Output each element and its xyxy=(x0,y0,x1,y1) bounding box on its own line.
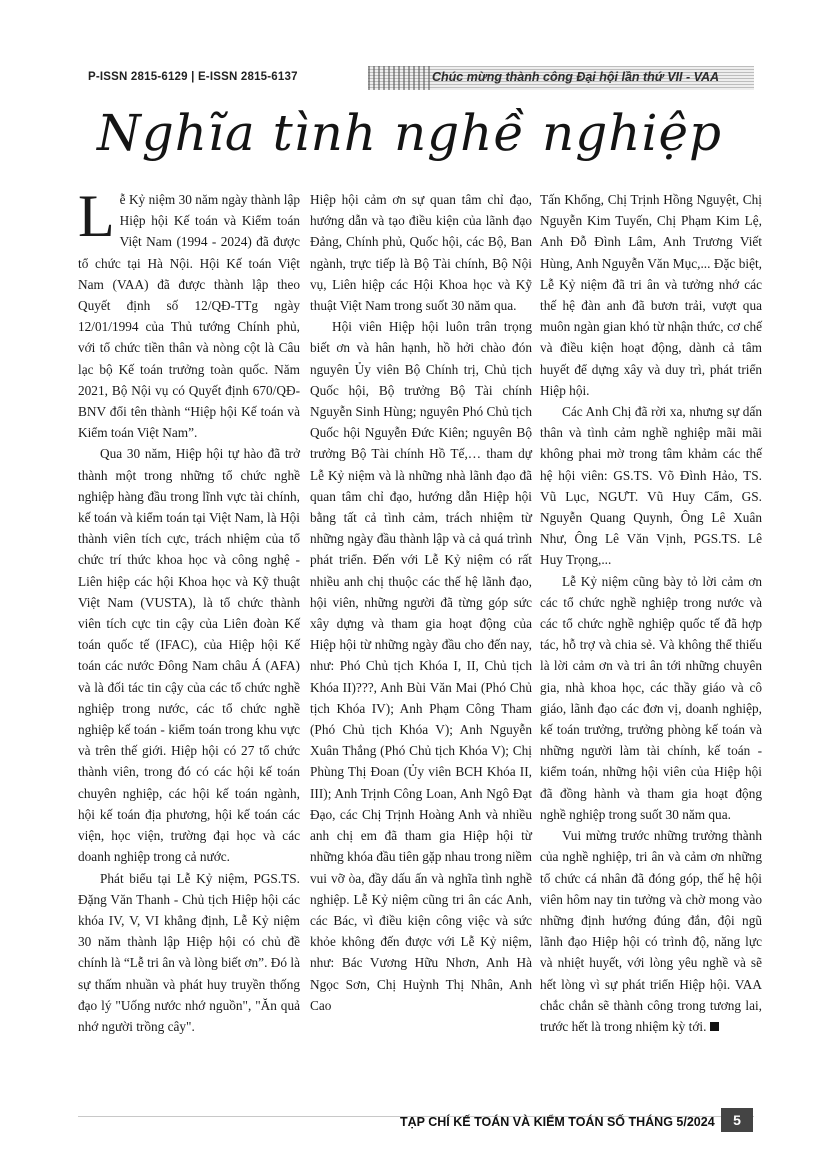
article-column-3 xyxy=(540,189,762,1037)
article-paragraph xyxy=(78,183,300,443)
article-column-1 xyxy=(78,183,300,1037)
article-paragraph: Tấn Khổng, Chị Trịnh Hồng Nguyệt, Chị Nguyễn Kim Tuyến, Chị Phạm Kim Lệ, Anh Đỗ Đình Lâm, Anh Trương Viết Hùng, Anh Nguyễn Văn Mục,... Đặc biệt, Lễ Kỷ niệm đã tri ân và tưởng nhớ các thế hệ đàn anh đã bươn trải, vượt qua muôn ngàn gian khó từ nhận thức, cơ chế và điều kiện hoạt động, dành cả tâm huyết để dựng xây và duy trì, phát triển Hiệp hội. xyxy=(540,192,762,398)
drop-cap: L xyxy=(78,183,115,249)
article-paragraph: Hội viên Hiệp hội luôn trân trọng biết ơn và hân hạnh, hồ hởi chào đón nguyên Ủy viên Bộ Chính trị, Chủ tịch Quốc hội, Bộ trưởng Bộ Tài chính Nguyễn Sinh Hùng; nguyên Phó Chủ tịch Quốc hội Nguyễn Đức Kiên; nguyên Bộ trưởng Bộ Tài chính Hồ Tế,… tham dự Lễ Kỷ niệm và là những nhà lãnh đạo đã quan tâm chỉ đạo, hướng dẫn Hiệp hội bằng tất cả tình cảm, trách nhiệm từ những ngày đầu thành lập và cả quá trình phát triển. Đến với Lễ Kỷ niệm có rất nhiều anh chị thuộc các thế hệ lãnh đạo, hội viên, những người đã từng góp sức xây dựng và tham gia hoạt động của Hiệp hội từ những ngày đầu cho đến nay, như: Phó Chủ tịch Khóa I, II, Chủ tịch Khóa II)???, Anh Bùi Văn Mai (Phó Chủ tịch Khóa IV); Anh Phạm Công Tham (Phó Chủ tịch Khóa V); Anh Nguyễn Xuân Thắng (Phó Chủ tịch Khóa V); Chị Phùng Thị Đoan (Ủy viên BCH Khóa II, III); Anh Trịnh Công Loan, Anh Ngô Đạt Đạo, các Chị Trịnh Hoàng Anh và nhiều anh chị em đã tham gia Hiệp hội từ những khóa đầu tiên gặp nhau trong niềm vui vỡ òa, đầy dấu ấn và nghĩa tình nghề nghiệp. Lễ Kỷ niệm cũng tri ân các Anh, các Bác, vì điều kiện công việc và sức khỏe không đến được với Lễ Kỷ niệm, như: Bác Vương Hữu Nhơn, Anh Hà Ngọc Sơn, Chị Huỳnh Thị Nhân, Anh Cao xyxy=(310,319,532,1013)
paragraph-text: Vui mừng trước những trưởng thành của nghề nghiệp, tri ân và cảm ơn những tổ chức cá nhân đã đóng góp, thế hệ hội viên hôm nay tin tưởng và chờ mong vào những định hướng đúng đắn, đội ngũ lãnh đạo Hiệp hội có trình độ, năng lực và nhiệt huyết, với lòng yêu nghề và sẽ hết lòng vì sự phát triển Hiệp hội. VAA chắc chắn sẽ thành công trong tương lai, trước hết là trong nhiệm kỳ tới. xyxy=(540,828,762,1034)
article-paragraph: Lễ Kỷ niệm cũng bày tỏ lời cảm ơn các tổ chức nghề nghiệp trong nước và các tổ chức nghề nghiệp quốc tế đã hợp tác, hỗ trợ và chia sẻ. Và không thể thiếu là lời cảm ơn và tri ân tới những chuyên gia, nhà khoa học, các thầy giáo và cô giáo, lãnh đạo các đơn vị, doanh nghiệp, kế toán trưởng, trưởng phòng kế toán và những người làm tài chính, kế toán - kiểm toán, những hội viên của Hiệp hội đã đồng hành và tham gia hoạt động nghề nghiệp trong suốt 30 năm qua. xyxy=(540,573,762,822)
end-of-article-mark xyxy=(710,1022,719,1031)
article-paragraph xyxy=(540,825,762,1037)
article-paragraph: Qua 30 năm, Hiệp hội tự hào đã trở thành một trong những tổ chức nghề nghiệp hàng đầu trong lĩnh vực tài chính, kế toán và kiểm toán tại Việt Nam, là Hội thành viên tích cực, trách nhiệm của tổ chức trí thức khoa học và công nghệ - Liên hiệp các hội Khoa học và Kỹ thuật Việt Nam (VUSTA), là tổ chức thành viên tích cực tin cậy của Liên đoàn Kế toán quốc tế (IFAC), của Hiệp hội Kế toán các nước Đông Nam châu Á (AFA) và là đối tác tin cậy của các tổ chức nghề nghiệp trong nước, các tổ chức nghề nghiệp kế toán - kiểm toán trong khu vực và trên thế giới. Hiệp hội có 27 tổ chức thành viên, trong đó có các hội kế toán chuyên nghiệp, các hội kế toán ngành, hội kế toán địa phương, hội kế toán các viện, học viện, trường đại học và các doanh nghiệp trong cả nước. xyxy=(78,446,300,865)
article-paragraph: Phát biểu tại Lễ Kỷ niệm, PGS.TS. Đặng Văn Thanh - Chủ tịch Hiệp hội các khóa IV, V, VI khẳng định, Lễ Kỷ niệm 30 năm thành lập Hiệp hội có chủ đề chính là “Lễ tri ân và lòng biết ơn”. Đó là sự thấm nhuần và phát huy truyền thống đạo lý "Uống nước nhớ nguồn", "Ăn quả nhớ người trồng cây". xyxy=(78,870,300,1034)
header-stripes-decoration xyxy=(368,66,430,90)
article-paragraph: Hiệp hội cảm ơn sự quan tâm chỉ đạo, hướng dẫn và tạo điều kiện của lãnh đạo Đảng, Chính phủ, Quốc hội, các Bộ, Ban ngành, trực tiếp là Bộ Tài chính, Bộ Nội vụ, Liên hiệp các Hội Khoa học và Kỹ thuật Việt Nam trong suốt 30 năm qua. xyxy=(310,192,532,314)
article-column-2 xyxy=(310,189,532,1016)
header-tagline: Chúc mừng thành công Đại hội lần thứ VII - VAA xyxy=(432,70,720,84)
issn-label: P-ISSN 2815-6129 | E-ISSN 2815-6137 xyxy=(88,71,298,83)
paragraph-text: ễ Kỷ niệm 30 năm ngày thành lập Hiệp hội Kế toán và Kiểm toán Việt Nam (1994 - 2024) đã được tổ chức tại Hà Nội. Hội Kế toán Việt Nam (VAA) đã được thành lập theo Quyết định số 12/QĐ-TTg ngày 12/01/1994 của Thủ tướng Chính phủ, với tổ chức tiền thân và nòng cột là Câu lạc bộ Kế toán trưởng toàn quốc. Năm 2021, Bộ Nội vụ có Quyết định 670/QĐ-BNV đổi tên thành “Hiệp hội Kế toán và Kiểm toán Việt Nam”. xyxy=(78,192,300,441)
article-title: Nghĩa tình nghề nghiệp xyxy=(96,104,723,162)
article-paragraph: Các Anh Chị đã rời xa, nhưng sự dấn thân và tình cảm nghề nghiệp mãi mãi không phai mờ trong tâm khảm các thế hệ hội viên: GS.TS. Võ Đình Hảo, TS. Vũ Lục, NGƯT. Vũ Huy Cẩm, GS. Nguyễn Quang Quynh, Ông Lê Xuân Như, Ông Lê Văn Vịnh, PGS.TS. Lê Huy Trọng,... xyxy=(540,404,762,568)
page-number: 5 xyxy=(721,1108,753,1132)
journal-footer: TẠP CHÍ KẾ TOÁN VÀ KIỂM TOÁN SỐ THÁNG 5/2024 xyxy=(400,1115,715,1129)
